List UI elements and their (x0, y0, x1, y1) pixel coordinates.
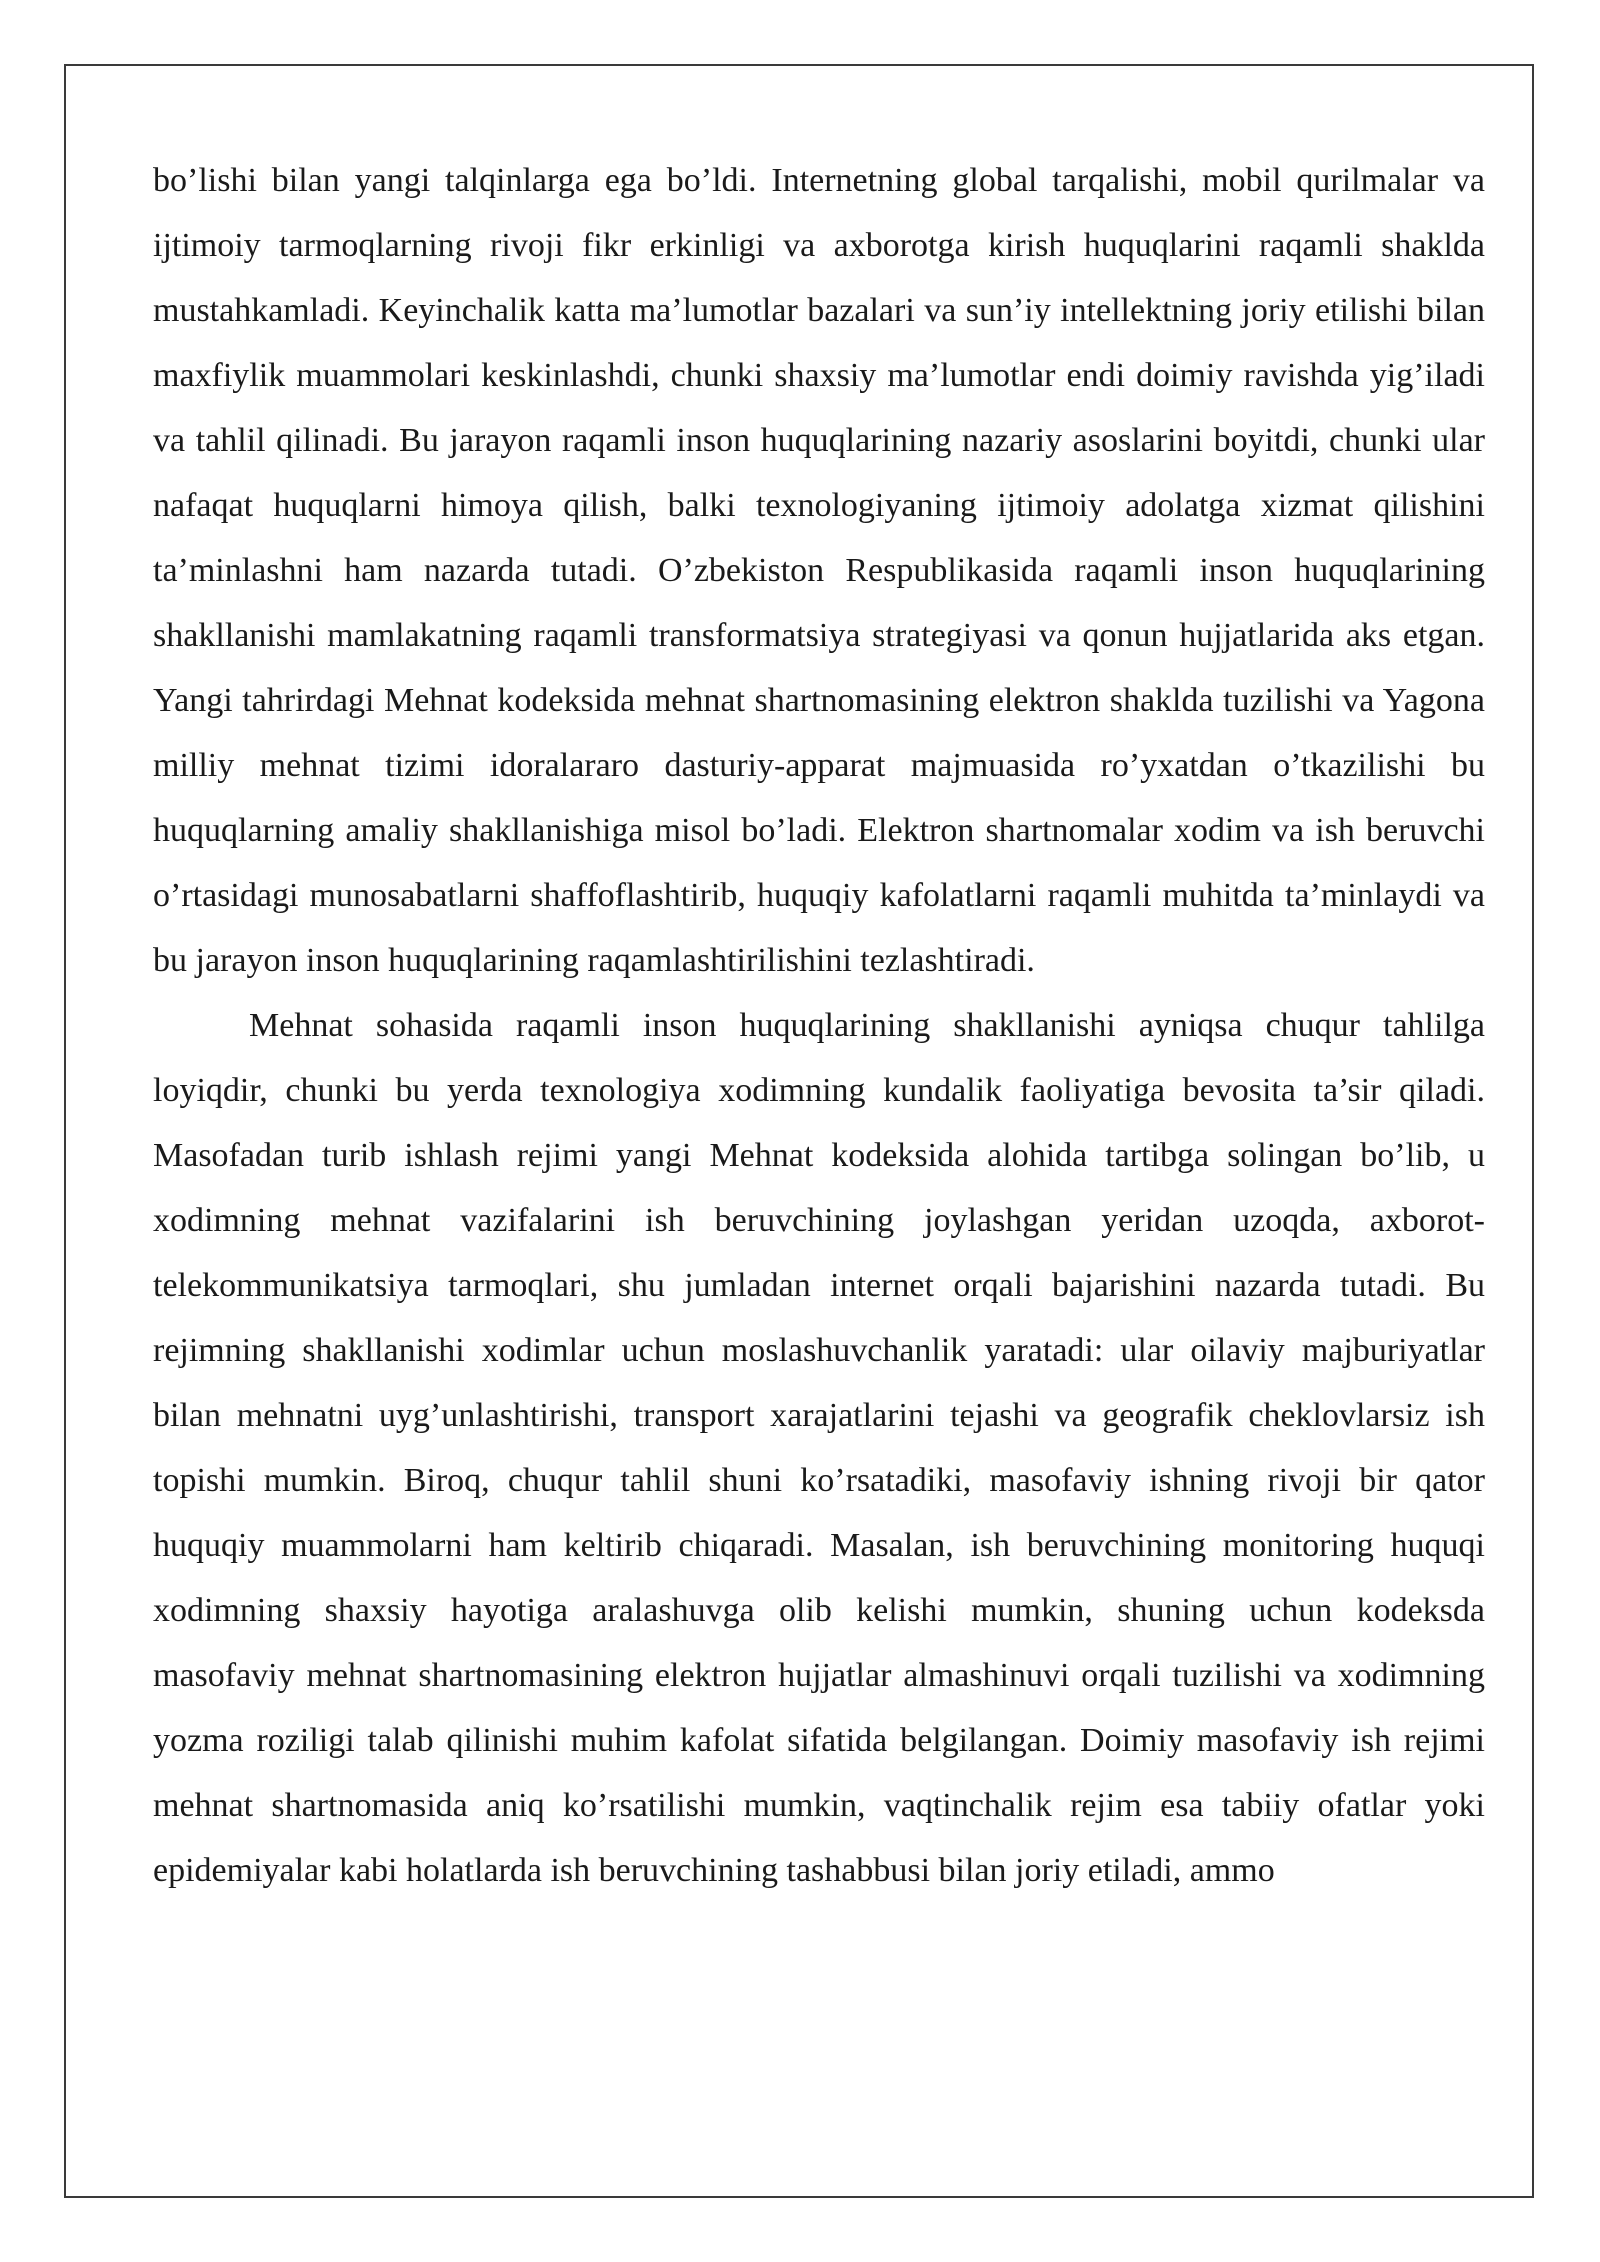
paragraph-2: Mehnat sohasida raqamli inson huquqlarining shakllanishi ayniqsa chuqur tahlilga loyiqdir, chunki bu yerda texnologiya xodimning kundalik faoliyatiga bevosita ta’sir qiladi. Masofadan turib ishlash rejimi yangi Mehnat kodeksida alohida tartibga solingan bo’lib, u xodimning mehnat vazifalarini ish beruvchining joylashgan yeridan uzoqda, axborot-telekommunikatsiya tarmoqlari, shu jumladan internet orqali bajarishini nazarda tutadi. Bu rejimning shakllanishi xodimlar uchun moslashuvchanlik yaratadi: ular oilaviy majburiyatlar bilan mehnatni uyg’unlashtirishi, transport xarajatlarini tejashi va geografik cheklovlarsiz ish topishi mumkin. Biroq, chuqur tahlil shuni ko’rsatadiki, masofaviy ishning rivoji bir qator huquqiy muammolarni ham keltirib chiqaradi. Masalan, ish beruvchining monitoring huquqi xodimning shaxsiy hayotiga aralashuvga olib kelishi mumkin, shuning uchun kodeksda masofaviy mehnat shartnomasining elektron hujjatlar almashinuvi orqali tuzilishi va xodimning yozma roziligi talab qilinishi muhim kafolat sifatida belgilangan. Doimiy masofaviy ish rejimi mehnat shartnomasida aniq ko’rsatilishi mumkin, vaqtinchalik rejim esa tabiiy ofatlar yoki epidemiyalar kabi holatlarda ish beruvchining tashabbusi bilan joriy etiladi, ammo (153, 1007, 1485, 1889)
paragraph-1: bo’lishi bilan yangi talqinlarga ega bo’ldi. Internetning global tarqalishi, mobil qurilmalar va ijtimoiy tarmoqlarning rivoji fikr erkinligi va axborotga kirish huquqlarini raqamli shaklda mustahkamladi. Keyinchalik katta ma’lumotlar bazalari va sun’iy intellektning joriy etilishi bilan maxfiylik muammolari keskinlashdi, chunki shaxsiy ma’lumotlar endi doimiy ravishda yig’iladi va tahlil qilinadi. Bu jarayon raqamli inson huquqlarining nazariy asoslarini boyitdi, chunki ular nafaqat huquqlarni himoya qilish, balki texnologiyaning ijtimoiy adolatga xizmat qilishini ta’minlashni ham nazarda tutadi. O’zbekiston Respublikasida raqamli inson huquqlarining shakllanishi mamlakatning raqamli transformatsiya strategiyasi va qonun hujjatlarida aks etgan. Yangi tahrirdagi Mehnat kodeksida mehnat shartnomasining elektron shaklda tuzilishi va Yagona milliy mehnat tizimi idoralararo dasturiy-apparat majmuasida ro’yxatdan o’tkazilishi bu huquqlarning amaliy shakllanishiga misol bo’ladi. Elektron shartnomalar xodim va ish beruvchi o’rtasidagi munosabatlarni shaffoflashtirib, huquqiy kafolatlarni raqamli muhitda ta’minlaydi va bu jarayon inson huquqlarining raqamlashtirilishini tezlashtiradi. (153, 162, 1485, 979)
document-body (153, 148, 1485, 1903)
